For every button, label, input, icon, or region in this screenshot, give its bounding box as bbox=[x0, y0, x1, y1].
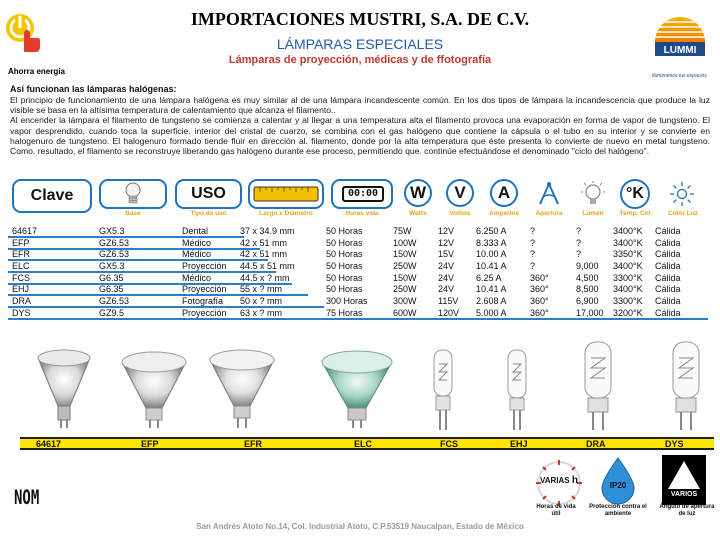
cell-color: Cálida bbox=[655, 295, 681, 306]
cell-w: 250W bbox=[393, 284, 417, 295]
temperatura-icon bbox=[620, 179, 650, 209]
cell-base: GZ6.53 bbox=[99, 237, 130, 248]
cell-uso: Fotografía bbox=[182, 295, 224, 306]
clock-display-icon bbox=[342, 186, 384, 202]
cell-dim: 42 x 51 mm bbox=[240, 249, 288, 260]
bar-label-efp: EFP bbox=[141, 439, 159, 449]
cell-v: 24V bbox=[438, 260, 455, 271]
cell-lm: ? bbox=[576, 226, 582, 236]
horas-header bbox=[331, 179, 393, 209]
caption-horas: Horas vida bbox=[345, 210, 379, 217]
lummi-sun-icon bbox=[650, 12, 710, 72]
cell-a: 5.000 A bbox=[476, 307, 507, 318]
company-name: IMPORTACIONES MUSTRI, S.A. DE C.V. bbox=[190, 9, 530, 29]
cell-horas: 50 Horas bbox=[326, 226, 363, 236]
intro-heading: Así funcionan las lámparas halógenas: bbox=[10, 84, 177, 94]
base-header bbox=[99, 179, 167, 209]
cell-dim: 37 x 34.9 mm bbox=[240, 226, 295, 236]
cell-k: 3400°K bbox=[613, 284, 643, 295]
cell-base: G6.35 bbox=[99, 284, 124, 295]
cell-base: GX5.3 bbox=[99, 226, 125, 236]
cell-w: 75W bbox=[393, 226, 412, 236]
cell-ap: ? bbox=[530, 226, 536, 236]
page-title: LÁMPARAS ESPECIALES bbox=[276, 36, 444, 52]
cell-dim: 44.5 x ? mm bbox=[240, 272, 290, 283]
bar-label-elc: ELC bbox=[354, 439, 372, 449]
cell-base: GZ9.5 bbox=[99, 307, 125, 318]
cell-horas: 50 Horas bbox=[326, 249, 363, 260]
cell-v: 120V bbox=[438, 307, 460, 318]
cell-a: 10.41 A bbox=[476, 260, 507, 271]
voltios-symbol: V bbox=[454, 183, 466, 202]
cell-w: 150W bbox=[393, 249, 417, 260]
bar-label-efr: EFR bbox=[244, 439, 262, 449]
varias-unit: h bbox=[571, 475, 578, 486]
dimension-header bbox=[248, 179, 324, 209]
caption-horas-vida: Horas de vida útil bbox=[536, 504, 576, 517]
cell-a: 2.608 A bbox=[476, 295, 507, 306]
cell-k: 3350°K bbox=[613, 249, 643, 260]
nom-logo bbox=[14, 487, 48, 511]
cell-clave: ELC bbox=[12, 260, 30, 271]
cell-lm: 6,900 bbox=[576, 295, 599, 306]
cell-color: Cálida bbox=[655, 272, 681, 283]
cell-k: 3300°K bbox=[613, 272, 643, 283]
cell-uso: Médico bbox=[182, 249, 212, 260]
caption-proteccion: Protección contra el ambiente bbox=[589, 504, 647, 517]
cell-lm: 4,500 bbox=[576, 272, 599, 283]
horas-vida-badge bbox=[534, 458, 584, 508]
cell-w: 250W bbox=[393, 260, 417, 271]
cell-base: GX5.3 bbox=[99, 260, 125, 271]
cell-v: 15V bbox=[438, 249, 455, 260]
intro-paragraph-1: El principio de funcionamiento de una lámpara halógena es muy similar al de una lámpara incandescente común. En los dos tipos de lámpara la incandescencia que produce la luz visible se basa en la altísima temperatura de calentamiento que alcanza el filamento.. bbox=[10, 95, 710, 116]
caption-dimension: Largo x Diámetro bbox=[259, 210, 313, 217]
cell-dim: 44.5 x 51 mm bbox=[240, 260, 295, 271]
cell-ap: ? bbox=[530, 249, 536, 260]
bar-label-64617: 64617 bbox=[36, 439, 62, 449]
tape-measure-icon bbox=[250, 181, 322, 207]
cell-uso: Dental bbox=[182, 226, 209, 236]
row-separator bbox=[8, 283, 292, 285]
varios-text: VARIOS bbox=[670, 491, 698, 498]
caption-color-luz: Color Luz bbox=[668, 210, 698, 217]
caption-uso: Tipo de uso bbox=[190, 210, 227, 217]
ip20-text: IP20 bbox=[609, 481, 627, 490]
lamp-photo-elc bbox=[318, 348, 396, 430]
cell-a: 6.250 A bbox=[476, 226, 507, 236]
cell-k: 3400°K bbox=[613, 226, 643, 236]
cell-dim: 50 x ? mm bbox=[240, 295, 283, 306]
clave-header bbox=[12, 179, 92, 213]
cell-horas: 50 Horas bbox=[326, 272, 363, 283]
color-luz-icon bbox=[668, 180, 696, 208]
cell-lm: 8,500 bbox=[576, 284, 599, 295]
cell-clave: EFP bbox=[12, 237, 30, 248]
ip20-badge bbox=[596, 456, 640, 506]
cell-clave: FCS bbox=[12, 272, 30, 283]
uso-label: USO bbox=[191, 185, 226, 202]
bar-label-fcs: FCS bbox=[440, 439, 458, 449]
cell-k: 3400°K bbox=[613, 237, 643, 248]
cell-uso: Proyección bbox=[182, 307, 227, 318]
cell-dim: 55 x ? mm bbox=[240, 284, 283, 295]
lamp-photo-64617 bbox=[34, 348, 94, 430]
row-separator bbox=[8, 306, 324, 308]
caption-voltios: Voltios bbox=[449, 210, 471, 217]
cell-a: 10.41 A bbox=[476, 284, 507, 295]
watts-symbol: W bbox=[409, 183, 427, 202]
varias-value: VARIAS bbox=[540, 476, 570, 485]
cell-w: 300W bbox=[393, 295, 417, 306]
nom-text: NOM bbox=[14, 487, 40, 510]
lamp-photo-fcs bbox=[428, 346, 458, 432]
lummi-logo bbox=[650, 12, 710, 72]
compass-icon bbox=[534, 180, 564, 208]
cell-color: Cálida bbox=[655, 249, 681, 260]
caption-apertura: Apertura bbox=[535, 210, 563, 217]
cell-horas: 300 Horas bbox=[326, 295, 368, 306]
row-separator bbox=[8, 259, 268, 261]
cell-dim: 63 x ? mm bbox=[240, 307, 283, 318]
watts-icon bbox=[404, 179, 432, 207]
cell-v: 24V bbox=[438, 284, 455, 295]
power-hand-icon bbox=[4, 8, 44, 66]
caption-amperios: Amperios bbox=[489, 210, 519, 217]
cell-v: 12V bbox=[438, 237, 455, 248]
caption-lumen: Lumen bbox=[582, 210, 604, 217]
cell-k: 3400°K bbox=[613, 260, 643, 271]
clave-label: Clave bbox=[30, 187, 74, 204]
cell-lm: 17,000 bbox=[576, 307, 604, 318]
cell-lm: ? bbox=[576, 237, 582, 248]
caption-angulo: Ángulo de apertura de luz bbox=[659, 504, 715, 517]
cell-clave: DRA bbox=[12, 295, 32, 306]
bulb-base-icon bbox=[101, 181, 165, 207]
cell-color: Cálida bbox=[655, 284, 681, 295]
lamp-photo-efp bbox=[118, 348, 190, 430]
page-subtitle: Lámparas de proyección, médicas y de ffotografía bbox=[228, 54, 492, 66]
cell-a: 6.25 A bbox=[476, 272, 502, 283]
cell-horas: 50 Horas bbox=[326, 237, 363, 248]
cell-base: GZ6.53 bbox=[99, 295, 130, 306]
cell-v: 12V bbox=[438, 226, 455, 236]
caption-temperatura: Temp. Col. bbox=[619, 210, 653, 217]
varias-text bbox=[534, 475, 584, 486]
ahorra-energia-label: Ahorra energía bbox=[8, 67, 65, 76]
model-label-bar bbox=[20, 437, 714, 450]
cell-ap: 360° bbox=[530, 295, 549, 306]
cell-v: 24V bbox=[438, 272, 455, 283]
row-separator bbox=[8, 236, 244, 238]
cell-horas: 75 Horas bbox=[326, 307, 363, 318]
apertura-icon bbox=[534, 180, 564, 208]
cell-horas: 50 Horas bbox=[326, 284, 363, 295]
cell-color: Cálida bbox=[655, 307, 681, 318]
kelvin-symbol: °K bbox=[626, 185, 644, 202]
cell-ap: 360° bbox=[530, 272, 549, 283]
uso-header bbox=[175, 179, 242, 209]
company-address: San Andrés Atoto No.14, Col. Industrial Atoto, C.P.53519 Naucalpan, Estado de México bbox=[196, 522, 524, 531]
bar-label-dys: DYS bbox=[665, 439, 684, 449]
caption-watts: Watts bbox=[409, 210, 427, 217]
cell-w: 150W bbox=[393, 272, 417, 283]
cell-uso: Médico bbox=[182, 272, 212, 283]
cell-color: Cálida bbox=[655, 237, 681, 248]
cell-color: Cálida bbox=[655, 226, 681, 236]
cell-clave: EHJ bbox=[12, 284, 30, 295]
lummi-brand-text: LUMMI bbox=[663, 45, 697, 56]
cell-ap: 360° bbox=[530, 284, 549, 295]
clock-display-text: 00:00 bbox=[347, 188, 379, 199]
cell-ap: ? bbox=[530, 237, 536, 248]
cell-lm: ? bbox=[576, 249, 582, 260]
light-bulb-icon bbox=[578, 180, 608, 208]
cell-clave: DYS bbox=[12, 307, 31, 318]
cell-a: 8.333 A bbox=[476, 237, 507, 248]
cell-k: 3200°K bbox=[613, 307, 643, 318]
row-separator bbox=[8, 271, 276, 273]
lumen-icon bbox=[578, 180, 608, 208]
cell-base: GZ6.53 bbox=[99, 249, 130, 260]
cell-v: 115V bbox=[438, 295, 459, 306]
bar-label-dra: DRA bbox=[586, 439, 606, 449]
lamp-photo-efr bbox=[206, 346, 278, 430]
cell-w: 600W bbox=[393, 307, 417, 318]
cell-base: G6.35 bbox=[99, 272, 124, 283]
lamp-photo-dys bbox=[666, 338, 706, 432]
cell-uso: Proyección bbox=[182, 284, 227, 295]
row-separator bbox=[8, 248, 260, 250]
lummi-tagline: Iluminamos tus espacios bbox=[652, 73, 707, 79]
intro-text bbox=[10, 95, 710, 156]
row-separator bbox=[8, 318, 708, 320]
cell-color: Cálida bbox=[655, 260, 681, 271]
cell-a: 10.00 A bbox=[476, 249, 507, 260]
cell-w: 100W bbox=[393, 237, 417, 248]
row-separator bbox=[8, 294, 308, 296]
cell-k: 3300°K bbox=[613, 295, 643, 306]
lamp-photo-ehj bbox=[502, 346, 532, 432]
cell-uso: Proyección bbox=[182, 260, 227, 271]
amperios-icon bbox=[490, 179, 518, 207]
bar-label-ehj: EHJ bbox=[510, 439, 528, 449]
cell-horas: 50 Horas bbox=[326, 260, 363, 271]
cell-clave: 64617 bbox=[12, 226, 38, 236]
cell-uso: Médico bbox=[182, 237, 212, 248]
angulo-badge bbox=[662, 455, 706, 505]
cell-dim: 42 x 51 mm bbox=[240, 237, 288, 248]
cell-lm: 9,000 bbox=[576, 260, 599, 271]
cell-ap: 360° bbox=[530, 307, 549, 318]
intro-paragraph-2: Al encender la lámpara el filamento de tungsteno se comienza a calentar y al llegar a una temperatura alta el filamento provoca una evaporación en forma de vapor de tungsteno. El vapor desprendido, cuando toca la superficie. interior del cristal de cuarzo, se combina con el gas halógeno que contiene la cápsula o el tubo en su interior y se convierte en halogenuro de tungsteno. El halogenuro formado tiende fluir en dirección al. filamento, donde por la alta temperatura que éste presenta lo convierte de nuevo en metal tungsteno. Como. resultado, el filamento se reconstruye liberando gas halógeno durante ese proceso, permitiendo que. continúe efectuándose el denominado "ciclo del halógeno". bbox=[10, 115, 710, 157]
lamp-photo-dra bbox=[578, 338, 618, 432]
caption-base: Base bbox=[125, 210, 141, 217]
cell-clave: EFR bbox=[12, 249, 30, 260]
sun-rays-icon bbox=[668, 180, 696, 208]
amperios-symbol: A bbox=[497, 183, 511, 202]
cell-ap: ? bbox=[530, 260, 536, 271]
voltios-icon bbox=[446, 179, 474, 207]
ahorra-energia-logo bbox=[4, 8, 44, 66]
